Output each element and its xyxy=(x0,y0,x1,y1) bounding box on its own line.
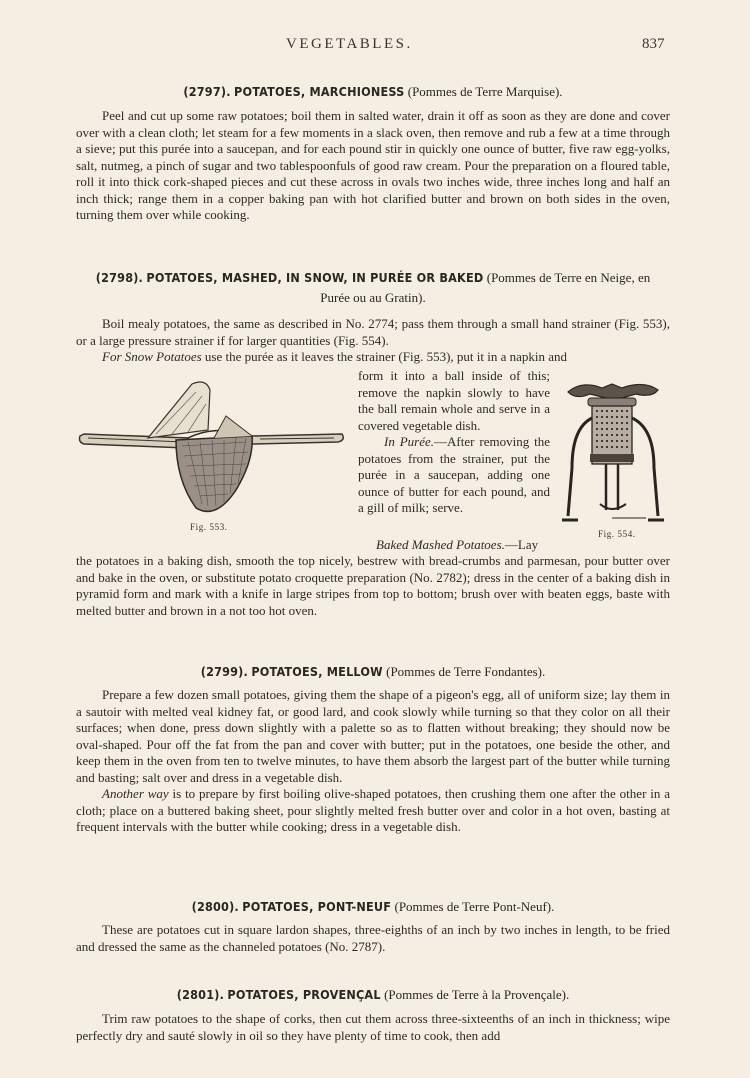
snow-narrow-column xyxy=(358,368,550,517)
recipe-2801-heading xyxy=(76,985,670,1005)
recipe-title: POTATOES, MASHED, IN SNOW, IN PURÉE OR BAKED xyxy=(146,270,484,285)
pressure-strainer-illustration xyxy=(562,378,666,528)
running-head xyxy=(0,36,750,58)
baked-paragraph: the potatoes in a baking dish, smooth the top nicely, bestrew with bread-crumbs and parmesan, pour butter over and bake in the oven, or substitute potato croquette preparation (No. 2782); dress in the center of a baking dish in pyramid form and mark with a knife in large stripes from top to bottom; brush over with beaten eggs, baste with melted butter and brown in a not too hot oven. xyxy=(76,553,670,618)
recipe-2797-body xyxy=(76,108,670,224)
recipe-2797-heading xyxy=(76,82,670,102)
baked-lead-paragraph xyxy=(376,537,552,554)
snow-lead: For Snow Potatoes xyxy=(102,349,202,364)
page-number: 837 xyxy=(642,36,665,52)
paragraph: Boil mealy potatoes, the same as described in No. 2774; pass them through a small hand strainer (Fig. 553), or a large pressure strainer if for larger quantities (Fig. 554). xyxy=(76,316,670,348)
paragraph: Prepare a few dozen small potatoes, giving them the shape of a pigeon's egg, all of uniform size; lay them in a sautoir with melted veal kidney fat, or good lard, and cook slowly while turning so that they color on all their surfaces; when done, press down slightly with a palette so as to flatten without breaking; they should now be oval-shaped. Pour off the fat from the pan and cover with butter; put in the potatoes, one beside the other, and keep them in the oven from ten to twelve minutes, to have them absorb the largest part of the butter while turning and basting; salt over and dress in a vegetable dish. xyxy=(76,687,670,785)
paragraph: Peel and cut up some raw potatoes; boil them in salted water, drain it off as soon as they are done and cover over with a clean cloth; let steam for a few moments in a slack oven, then remove and rub a few at a time through a sieve; put this purée into a saucepan, and for each pound stir in quickly one ounce of butter, five raw egg-yolks, salt, nutmeg, a pinch of sugar and two tablespoonfuls of good raw cream. Pour the preparation on a floured table, roll it into thick cork-shaped pieces and cut these across in ovals two inches wide, three inches long and half an inch thick; range them in a copper baking pan with hot clarified butter and brown on both sides in the oven, turning them over while cooking. xyxy=(76,108,670,222)
recipe-french-title-cont: Purée ou au Gratin). xyxy=(320,290,426,305)
recipe-2798-baked-body xyxy=(76,553,670,619)
recipe-number: (2801). xyxy=(176,987,225,1002)
baked-lead: Baked Mashed Potatoes. xyxy=(376,537,505,552)
running-title: VEGETABLES. xyxy=(286,36,413,52)
recipe-number: (2797). xyxy=(183,84,231,99)
snow-text: use the purée as it leaves the strainer (Fig. 553), put it in a napkin and xyxy=(204,349,568,364)
recipe-french-title: (Pommes de Terre en Neige, en xyxy=(486,270,651,285)
recipe-title: POTATOES, MARCHIONESS xyxy=(234,84,405,99)
recipe-2800-heading xyxy=(76,897,670,917)
narrow-text: form it into a ball inside of this; remove the napkin slowly to have the ball remain whole and serve in a covered vegetable dish. xyxy=(358,368,550,433)
fig-554-caption: Fig. 554. xyxy=(598,529,636,539)
fig-553-caption: Fig. 553. xyxy=(190,522,228,532)
recipe-title: POTATOES, MELLOW xyxy=(251,664,383,679)
recipe-2800-body xyxy=(76,922,670,955)
hand-strainer-illustration xyxy=(76,380,348,520)
baked-dash: —Lay xyxy=(504,537,539,552)
recipe-title: POTATOES, PROVENÇAL xyxy=(227,987,381,1002)
recipe-2801-body xyxy=(76,1011,670,1044)
recipe-title: POTATOES, PONT-NEUF xyxy=(242,899,392,914)
another-way-paragraph xyxy=(76,786,670,836)
recipe-2798-heading xyxy=(76,268,670,308)
recipe-french-title: (Pommes de Terre Pont-Neuf). xyxy=(394,899,555,914)
recipe-french-title: (Pommes de Terre Marquise). xyxy=(407,84,563,99)
puree-lead: In Purée. xyxy=(384,434,435,449)
recipe-french-title: (Pommes de Terre à la Provençale). xyxy=(384,987,570,1002)
recipe-2798-intro xyxy=(76,316,670,366)
paragraph: Trim raw potatoes to the shape of corks, then cut them across three-sixteenths of an inch in thickness; wipe perfectly dry and sauté slowly in oil so they have plenty of time to cook, then add xyxy=(76,1011,670,1043)
recipe-number: (2800). xyxy=(191,899,239,914)
snow-paragraph-start xyxy=(76,349,670,366)
paragraph: These are potatoes cut in square lardon shapes, three-eighths of an inch by two inches in length, to be fried and dressed the same as the channeled potatoes (No. 2787). xyxy=(76,922,670,954)
recipe-2799-heading xyxy=(76,662,670,682)
puree-paragraph xyxy=(358,434,550,517)
recipe-number: (2799). xyxy=(200,664,248,679)
another-way-lead: Another way xyxy=(102,786,169,801)
recipe-2799-body xyxy=(76,687,670,836)
recipe-french-title: (Pommes de Terre Fondantes). xyxy=(386,664,546,679)
baked-lead-line xyxy=(376,537,552,554)
puree-text: —After removing the potatoes from the strainer, put the purée in a saucepan, adding one ounce of butter for each pound, and a gill of milk; serve. xyxy=(358,434,550,515)
recipe-number: (2798). xyxy=(95,270,144,285)
another-way-text: is to prepare by first boiling olive-shaped potatoes, then crushing them one after the other in a cloth; place on a buttered baking sheet, pour slightly melted fresh butter over and color in a hot oven, basting at frequent intervals with the butter while cooking; dress in a vegetable dish. xyxy=(76,786,670,834)
